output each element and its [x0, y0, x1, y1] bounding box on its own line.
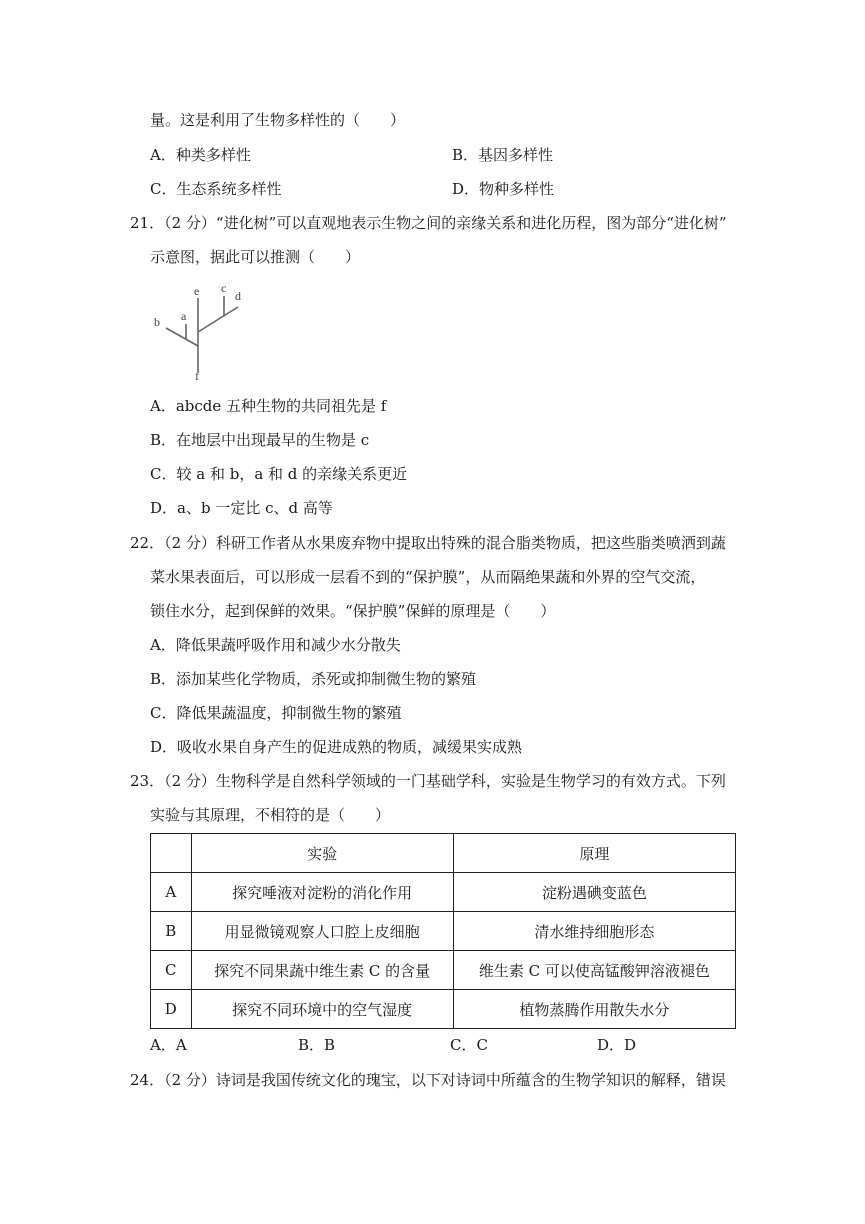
table-cell: 探究不同环境中的空气湿度: [191, 990, 453, 1029]
q20-stem-tail: 量。这是利用了生物多样性的（ ）: [150, 111, 406, 129]
q23-option-b[interactable]: B．B: [298, 1036, 336, 1054]
q22-stem-line3: 锁住水分，起到保鲜的效果。“保护膜”保鲜的原理是（ ）: [150, 602, 556, 620]
table-cell: 探究不同果蔬中维生素 C 的含量: [191, 951, 453, 990]
table-cell: A: [151, 873, 192, 912]
table-row: [151, 990, 736, 1029]
q21-option-b[interactable]: B．在地层中出现最早的生物是 c: [150, 431, 370, 449]
tree-label-b: b: [154, 315, 160, 329]
q21-stem-line1: 21．（2 分）“进化树”可以直观地表示生物之间的亲缘关系和进化历程，图为部分“进化树”: [130, 214, 727, 232]
q22-option-b[interactable]: B．添加某些化学物质，杀死或抑制微生物的繁殖: [150, 670, 477, 688]
q20-option-b[interactable]: B．基因多样性: [452, 146, 554, 164]
q21-option-c[interactable]: C．较 a 和 b，a 和 d 的亲缘关系更近: [150, 465, 408, 483]
q24-stem-line1: 24．（2 分）诗词是我国传统文化的瑰宝，以下对诗词中所蕴含的生物学知识的解释，错误: [130, 1071, 726, 1089]
q23-stem-line1: 23．（2 分）生物科学是自然科学领域的一门基础学科，实验是生物学习的有效方式。下列: [130, 772, 726, 790]
q21-stem-line2: 示意图，据此可以推测（ ）: [150, 248, 361, 266]
table-header-cell: 实验: [191, 834, 453, 873]
table-row: [151, 873, 736, 912]
table-cell: 清水维持细胞形态: [453, 912, 735, 951]
table-cell: B: [151, 912, 192, 951]
table-cell: 淀粉遇碘变蓝色: [453, 873, 735, 912]
q21-option-a[interactable]: A．abcde 五种生物的共同祖先是 f: [150, 397, 387, 415]
table-cell: 用显微镜观察人口腔上皮细胞: [191, 912, 453, 951]
q20-option-c[interactable]: C．生态系统多样性: [150, 180, 282, 198]
tree-label-c: c: [221, 281, 227, 295]
q22-option-c[interactable]: C．降低果蔬温度，抑制微生物的繁殖: [150, 704, 402, 722]
evolution-tree-diagram: [150, 280, 260, 380]
q23-experiment-table: [150, 833, 736, 1029]
table-row: [151, 912, 736, 951]
q20-option-a[interactable]: A．种类多样性: [150, 146, 251, 164]
q22-stem-line1: 22．（2 分）科研工作者从水果废弃物中提取出特殊的混合脂类物质，把这些脂类喷洒到蔬: [130, 534, 726, 552]
table-header-cell: [151, 834, 192, 873]
table-cell: C: [151, 951, 192, 990]
q23-option-a[interactable]: A．A: [150, 1036, 187, 1054]
table-row: [151, 951, 736, 990]
table-header-cell: 原理: [453, 834, 735, 873]
tree-label-d: d: [235, 289, 241, 303]
q21-option-d[interactable]: D．a、b 一定比 c、d 高等: [150, 499, 333, 517]
table-cell: D: [151, 990, 192, 1029]
table-cell: 探究唾液对淀粉的消化作用: [191, 873, 453, 912]
tree-label-e: e: [194, 284, 200, 298]
table-cell: 植物蒸腾作用散失水分: [453, 990, 735, 1029]
q23-option-d[interactable]: D．D: [597, 1036, 637, 1054]
q22-option-a[interactable]: A．降低果蔬呼吸作用和减少水分散失: [150, 636, 401, 654]
table-cell: 维生素 C 可以使高锰酸钾溶液褪色: [453, 951, 735, 990]
q23-stem-line2: 实验与其原理，不相符的是（ ）: [150, 806, 391, 824]
q23-option-c[interactable]: C．C: [450, 1036, 488, 1054]
tree-label-a: a: [181, 309, 187, 323]
q22-option-d[interactable]: D．吸收水果自身产生的促进成熟的物质，减缓果实成熟: [150, 738, 523, 756]
tree-label-f: f: [195, 369, 199, 380]
table-header-row: [151, 834, 736, 873]
q20-option-d[interactable]: D．物种多样性: [452, 180, 555, 198]
q22-stem-line2: 菜水果表面后，可以形成一层看不到的“保护膜”，从而隔绝果蔬和外界的空气交流，: [150, 568, 706, 586]
